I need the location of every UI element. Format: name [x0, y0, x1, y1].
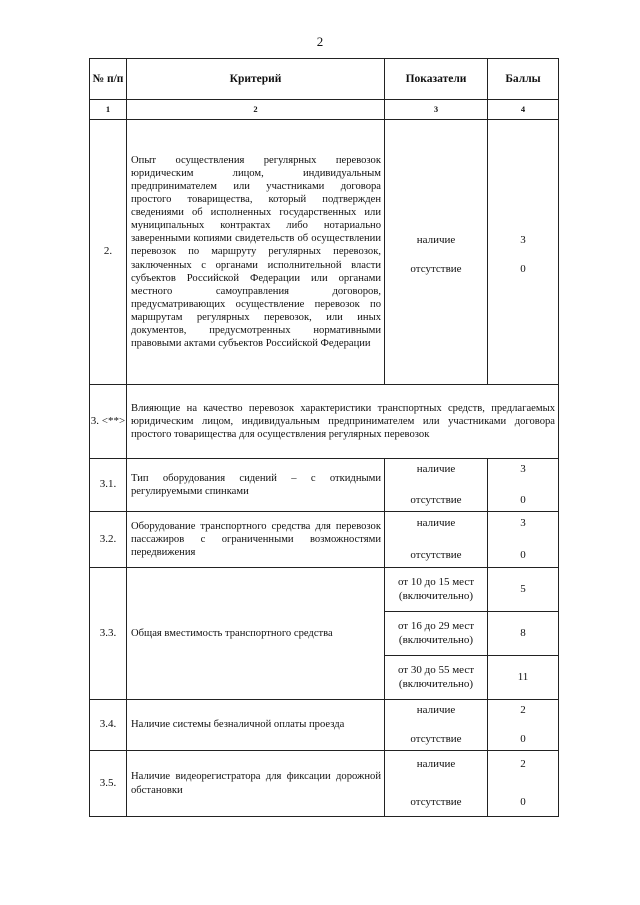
- points-value: 0: [520, 796, 526, 809]
- indicators-cell: [385, 120, 488, 385]
- row-number: 3.5.: [90, 751, 127, 817]
- indicator-present: наличие: [416, 463, 456, 475]
- points-value: 5: [488, 568, 559, 612]
- indicators-cell: [385, 700, 488, 751]
- column-number: 2: [127, 100, 385, 120]
- criterion-text: Опыт осуществления регулярных перевозок юридическим лицом, индивидуальным предпринимателем или участниками договора простого товарищества, который подтвержден сведениями об исполненных государственных или муниципальных контрактах либо нотариально заверенными копиями свидетельств об осуществлении перевозок по маршруту регулярных перевозок, заключенных с органами исполнительной власти субъектов Российской Федерации или органами местного самоуправления договоров, предусматривающих осуществление перевозок по маршрутам регулярных перевозок, или иных документов, предусмотренных нормативными правовыми актами субъектов Российской Федерации: [127, 120, 385, 385]
- points-value: 0: [520, 262, 526, 275]
- points-value: 0: [520, 493, 526, 506]
- header-no: № п/п: [90, 59, 127, 100]
- criterion-text: Тип оборудования сидений – с откидными регулируемыми спинками: [127, 459, 385, 512]
- points-value: 3: [520, 463, 526, 475]
- row-number: 3. <**>: [90, 385, 127, 459]
- points-value: 0: [520, 549, 526, 562]
- points-value: 11: [488, 656, 559, 700]
- indicator-absent: отсутствие: [410, 549, 462, 562]
- points-cell: [488, 700, 559, 751]
- points-value: 8: [488, 612, 559, 656]
- header-indicators: Показатели: [385, 59, 488, 100]
- indicator-absent: отсутствие: [410, 262, 462, 275]
- points-cell: [488, 512, 559, 568]
- indicators-cell: [385, 512, 488, 568]
- capacity-option: от 10 до 15 мест (включительно): [385, 568, 488, 612]
- header-points: Баллы: [488, 59, 559, 100]
- points-value: 2: [520, 704, 526, 716]
- table-row-3-1: [90, 459, 559, 512]
- indicators-cell: [385, 459, 488, 512]
- points-value: 2: [520, 757, 526, 770]
- row-number: 3.2.: [90, 512, 127, 568]
- row-number: 3.4.: [90, 700, 127, 751]
- table-row-3-4: [90, 700, 559, 751]
- indicator-present: наличие: [416, 516, 456, 529]
- indicator-absent: отсутствие: [410, 732, 462, 745]
- criteria-table: [89, 58, 559, 817]
- indicators-cell: [385, 751, 488, 817]
- capacity-option: от 30 до 55 мест (включительно): [385, 656, 488, 700]
- table-row-3-2: [90, 512, 559, 568]
- indicator-present: наличие: [416, 704, 456, 716]
- criterion-text: Общая вместимость транспортного средства: [127, 568, 385, 700]
- indicator-absent: отсутствие: [410, 796, 462, 809]
- column-number: 3: [385, 100, 488, 120]
- page-number: 2: [316, 34, 324, 49]
- group-description: Влияющие на качество перевозок характеристики транспортных средств, предлагаемых юридическим лицом, индивидуальным предпринимателем или участниками договора простого товарищества для осуществления регулярных перевозок: [127, 385, 559, 459]
- points-value: 0: [520, 732, 526, 745]
- header-criterion: Критерий: [127, 59, 385, 100]
- criterion-text: Оборудование транспортного средства для перевозок пассажиров с ограниченными возможностями передвижения: [127, 512, 385, 568]
- criterion-text: Наличие видеорегистратора для фиксации дорожной обстановки: [127, 751, 385, 817]
- row-number: 2.: [90, 120, 127, 385]
- indicator-present: наличие: [416, 757, 456, 770]
- column-number-row: [90, 100, 559, 120]
- capacity-option: от 16 до 29 мест (включительно): [385, 612, 488, 656]
- indicator-absent: отсутствие: [410, 493, 462, 506]
- table-row-3: [90, 385, 559, 459]
- row-number: 3.1.: [90, 459, 127, 512]
- indicator-present: наличие: [416, 234, 456, 247]
- row-number: 3.3.: [90, 568, 127, 700]
- column-number: 4: [488, 100, 559, 120]
- points-value: 3: [520, 234, 526, 247]
- column-number: 1: [90, 100, 127, 120]
- points-value: 3: [520, 516, 526, 529]
- criterion-text: Наличие системы безналичной оплаты проезда: [127, 700, 385, 751]
- table-row-3-3: [90, 568, 559, 612]
- points-cell: [488, 459, 559, 512]
- table-row-3-5: [90, 751, 559, 817]
- points-cell: [488, 120, 559, 385]
- table-row-2: [90, 120, 559, 385]
- header-row: [90, 59, 559, 100]
- points-cell: [488, 751, 559, 817]
